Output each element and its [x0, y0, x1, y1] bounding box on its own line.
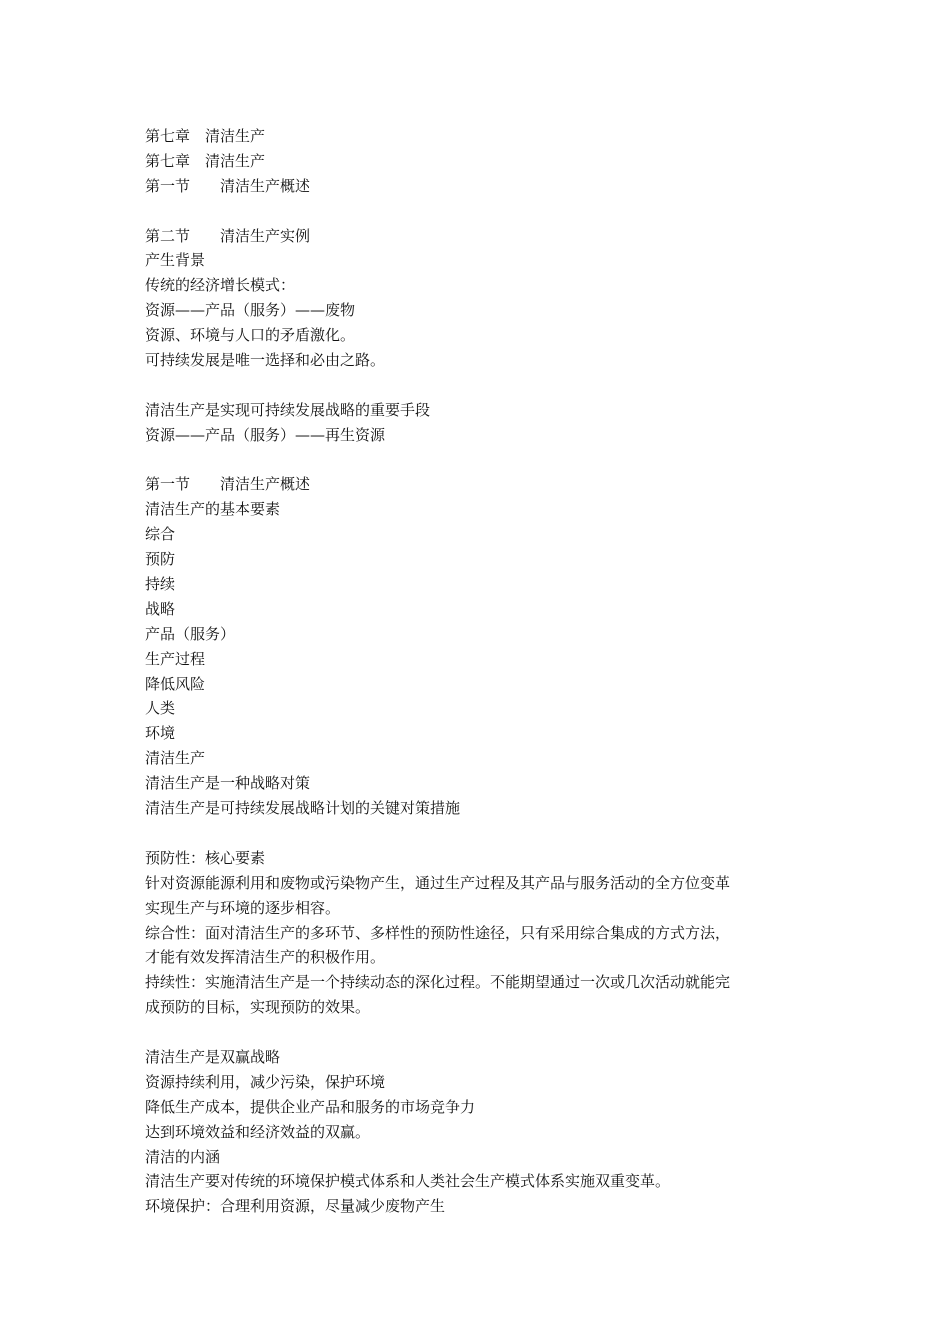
text-line: 预防性：核心要素	[145, 848, 266, 867]
text-line: 成预防的目标，实现预防的效果。	[145, 998, 371, 1017]
list-item: 清洁生产	[145, 749, 206, 768]
text-line: 综合性：面对清洁生产的多环节、多样性的预防性途径，只有采用综合集成的方式方法，	[145, 923, 731, 942]
text-line: 产生背景	[145, 251, 206, 270]
text-line: 才能有效发挥清洁生产的积极作用。	[145, 948, 386, 967]
text-line: 资源——产品（服务）——废物	[145, 301, 356, 320]
text-line: 清洁生产是双赢战略	[145, 1047, 281, 1066]
text-line: 传统的经济增长模式：	[145, 276, 296, 295]
document-page	[145, 124, 825, 1219]
text-line: 资源持续利用，减少污染，保护环境	[145, 1072, 386, 1091]
list-item: 持续	[145, 575, 176, 594]
blank-line	[145, 199, 825, 224]
chapter-title-repeat: 第七章 清洁生产	[145, 151, 266, 170]
text-line: 资源、环境与人口的矛盾激化。	[145, 326, 356, 345]
text-line: 针对资源能源利用和废物或污染物产生，通过生产过程及其产品与服务活动的全方位变革	[145, 873, 731, 892]
list-item: 降低风险	[145, 674, 206, 693]
text-line: 资源——产品（服务）——再生资源	[145, 425, 386, 444]
text-line: 清洁生产是实现可持续发展战略的重要手段	[145, 400, 431, 419]
text-line: 可持续发展是唯一选择和必由之路。	[145, 351, 386, 370]
text-line: 持续性：实施清洁生产是一个持续动态的深化过程。不能期望通过一次或几次活动就能完	[145, 973, 731, 992]
blank-line	[145, 373, 825, 398]
list-item: 生产过程	[145, 649, 206, 668]
text-line: 达到环境效益和经济效益的双赢。	[145, 1122, 371, 1141]
section-heading: 第一节 清洁生产概述	[145, 475, 311, 494]
section-heading: 第二节 清洁生产实例	[145, 226, 311, 245]
text-line: 环境保护：合理利用资源，尽量减少废物产生	[145, 1197, 446, 1216]
text-line: 实现生产与环境的逐步相容。	[145, 898, 341, 917]
text-line: 清洁的内涵	[145, 1147, 221, 1166]
text-line: 清洁生产要对传统的环境保护模式体系和人类社会生产模式体系实施双重变革。	[145, 1172, 671, 1191]
list-item: 综合	[145, 525, 176, 544]
list-item: 环境	[145, 724, 176, 743]
blank-line	[145, 448, 825, 473]
text-line: 清洁生产是一种战略对策	[145, 774, 311, 793]
section-heading: 第一节 清洁生产概述	[145, 176, 311, 195]
list-item: 战略	[145, 599, 176, 618]
chapter-title: 第七章 清洁生产	[145, 127, 266, 145]
list-item: 预防	[145, 550, 176, 569]
blank-line	[145, 821, 825, 846]
list-item: 人类	[145, 699, 176, 718]
blank-line	[145, 1020, 825, 1045]
text-line: 降低生产成本，提供企业产品和服务的市场竞争力	[145, 1097, 476, 1116]
text-line: 清洁生产是可持续发展战略计划的关键对策措施	[145, 799, 461, 818]
list-item: 产品（服务）	[145, 624, 236, 643]
text-line: 清洁生产的基本要素	[145, 500, 281, 519]
